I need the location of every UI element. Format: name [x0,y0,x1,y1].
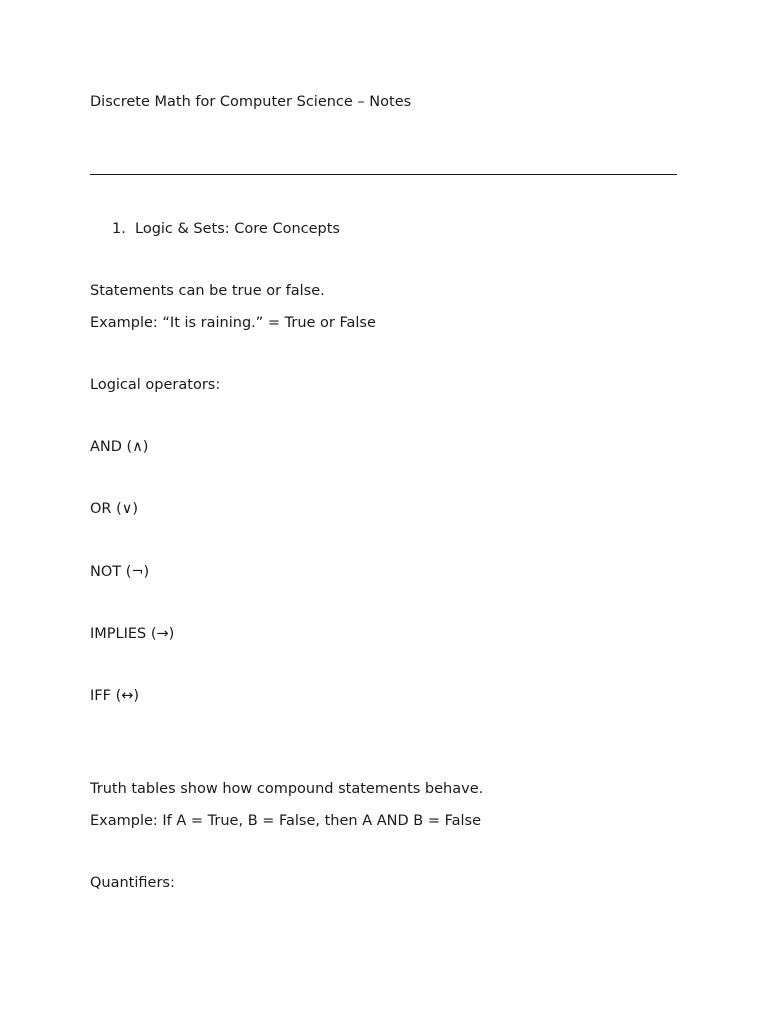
paragraph-truth-tables: Truth tables show how compound statements behave. [90,781,484,797]
operator-implies: IMPLIES (→) [90,626,175,642]
paragraph-operators-intro: Logical operators: [90,377,221,393]
document-title: Discrete Math for Computer Science – Notes [90,94,412,110]
horizontal-divider [90,174,677,175]
operator-and: AND (∧) [90,439,149,455]
section-heading [112,220,340,238]
section-heading-text: Logic & Sets: Core Concepts [135,221,340,237]
operator-or: OR (∨) [90,501,139,517]
section-number: 1. [112,221,126,237]
operator-not: NOT (¬) [90,564,150,580]
operator-iff: IFF (↔) [90,688,140,704]
paragraph-quantifiers: Quantifiers: [90,875,175,891]
paragraph-statements-example: Example: “It is raining.” = True or False [90,315,376,331]
paragraph-statements: Statements can be true or false. [90,283,325,299]
paragraph-truth-example: Example: If A = True, B = False, then A AND B = False [90,813,482,829]
